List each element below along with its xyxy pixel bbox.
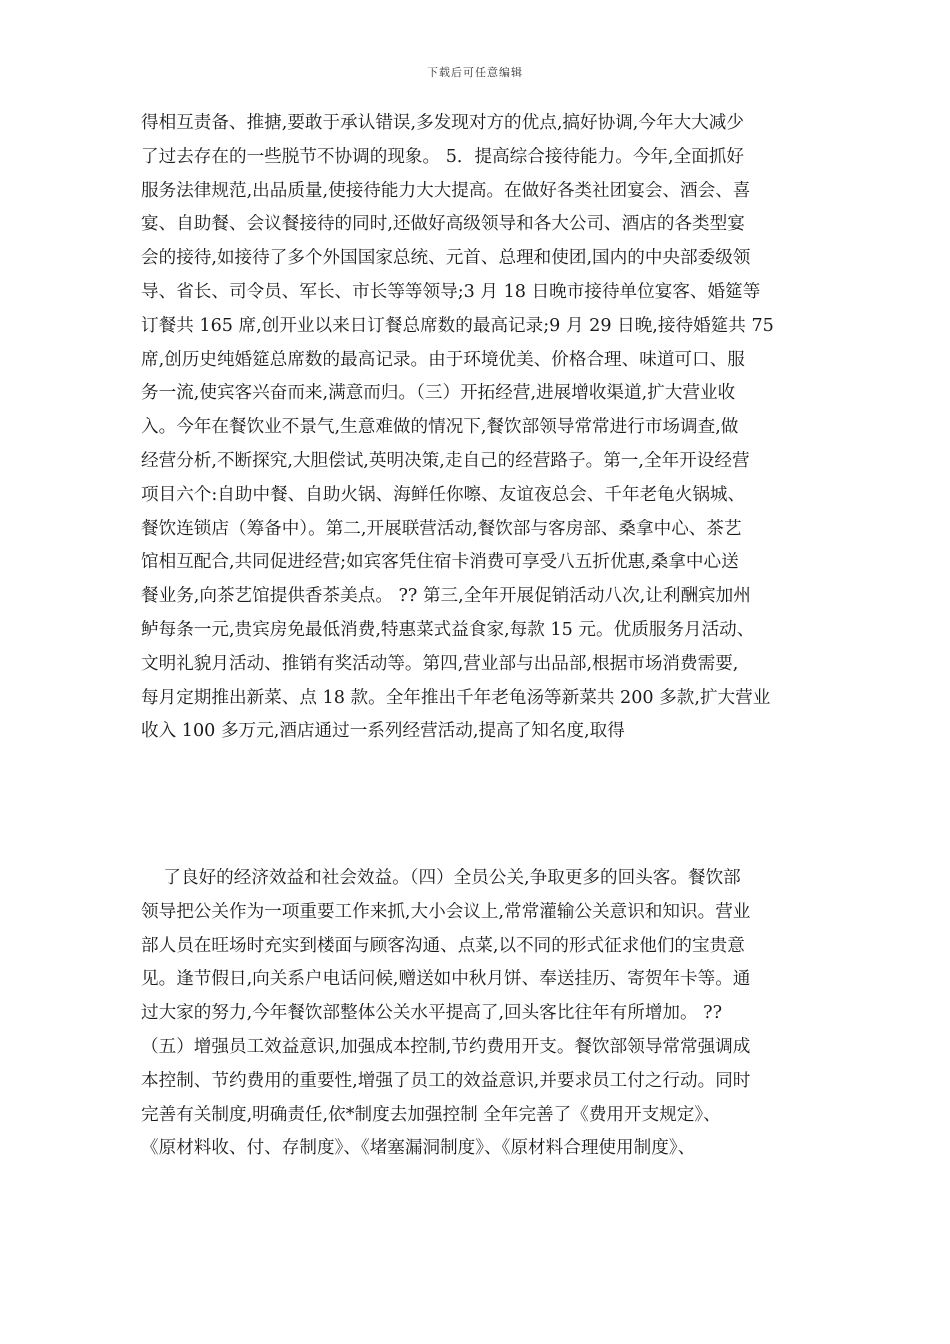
text-line: 了良好的经济效益和社会效益。（四）全员公关,争取更多的回头客。餐饮部 [163,868,741,888]
text-line: 项目六个:自助中餐、自助火锅、海鲜任你嚓、友谊夜总会、千年老龟火锅城、 [141,484,746,505]
text-line: 务一流,使宾客兴奋而来,满意而归。（三）开拓经营,进展增收渠道,扩大营业收 [141,383,736,404]
text-line: 订餐共 165 席,创开业以来日订餐总席数的最高记录;9 月 29 日晚,接待婚筵共 75 [141,315,774,336]
text-line: 了过去存在的一些脱节不协调的现象。 5．提高综合接待能力。今年,全面抓好 [141,146,744,167]
text-line: 宴、自助餐、会议餐接待的同时,还做好高级领导和各大公司、酒店的各类型宴 [141,214,745,235]
text-line: 收入 100 多万元,酒店通过一系列经营活动,提高了知名度,取得 [141,721,625,742]
text-line: 餐饮连锁店（筹备中）。第二,开展联营活动,餐饮部与客房部、桑拿中心、茶艺 [141,518,742,539]
text-line: 入。今年在餐饮业不景气,生意难做的情况下,餐饮部领导常常进行市场调查,做 [141,417,739,438]
text-line: 会的接待,如接待了多个外国国家总统、元首、总理和使团,国内的中央部委级领 [141,248,751,269]
text-line: 部人员在旺场时充实到楼面与顾客沟通、点菜,以不同的形式征求他们的宝贵意 [141,935,745,956]
text-line: 本控制、节约费用的重要性,增强了员工的效益意识,并要求员工付之行动。同时 [141,1070,751,1091]
text-line: 《原材料收、付、存制度》、《堵塞漏洞制度》、《原材料合理使用制度》、 [141,1138,696,1159]
text-line: 餐业务,向茶艺馆提供香茶美点。 ?? 第三,全年开展促销活动八次,让利酬宾加州 [141,586,751,607]
text-line: 领导把公关作为一项重要工作来抓,大小会议上,常常灌输公关意识和知识。营业 [141,901,751,922]
text-line: 馆相互配合,共同促进经营;如宾客凭住宿卡消费可享受八五折优惠,桑拿中心送 [141,552,739,573]
text-line: 每月定期推出新菜、点 18 款。全年推出千年老龟汤等新菜共 200 多款,扩大营业 [141,687,771,708]
text-line: 见。逢节假日,向关系户电话问候,赠送如中秋月饼、奉送挂历、寄贺年卡等。通 [141,969,751,990]
text-line: 文明礼貌月活动、推销有奖活动等。第四,营业部与出品部,根据市场消费需要, [141,653,739,674]
text-line: 鲈每条一元,贵宾房免最低消费,特惠菜式益食家,每款 15 元。优质服务月活动、 [141,619,755,640]
text-line: 服务法律规范,出品质量,使接待能力大大提高。在做好各类社团宴会、酒会、喜 [141,180,751,201]
text-line: 过大家的努力,今年餐饮部整体公关水平提高了,回头客比往年有所增加。 ?? [141,1003,723,1024]
text-line: 得相互责备、推搪,要敢于承认错误,多发现对方的优点,搞好协调,今年大大减少 [141,113,744,133]
text-line: 经营分析,不断探究,大胆偿试,英明决策,走自己的经营路子。第一,全年开设经营 [141,450,750,471]
text-line: （五）增强员工效益意识,加强成本控制,节约费用开支。餐饮部领导常常强调成 [141,1036,751,1057]
body-paragraph-2 [141,862,809,1166]
text-line: 席,创历史纯婚筵总席数的最高记录。由于环境优美、价格合理、味道可口、服 [141,349,745,370]
text-line: 导、省长、司令员、军长、市长等等领导;3 月 18 日晚市接待单位宴客、婚筵等 [141,281,761,302]
body-paragraph-1 [141,107,809,749]
page-header: 下载后可任意编辑 [427,66,523,79]
text-line: 完善有关制度,明确责任,依*制度去加强控制 全年完善了《费用开支规定》、 [141,1104,721,1125]
